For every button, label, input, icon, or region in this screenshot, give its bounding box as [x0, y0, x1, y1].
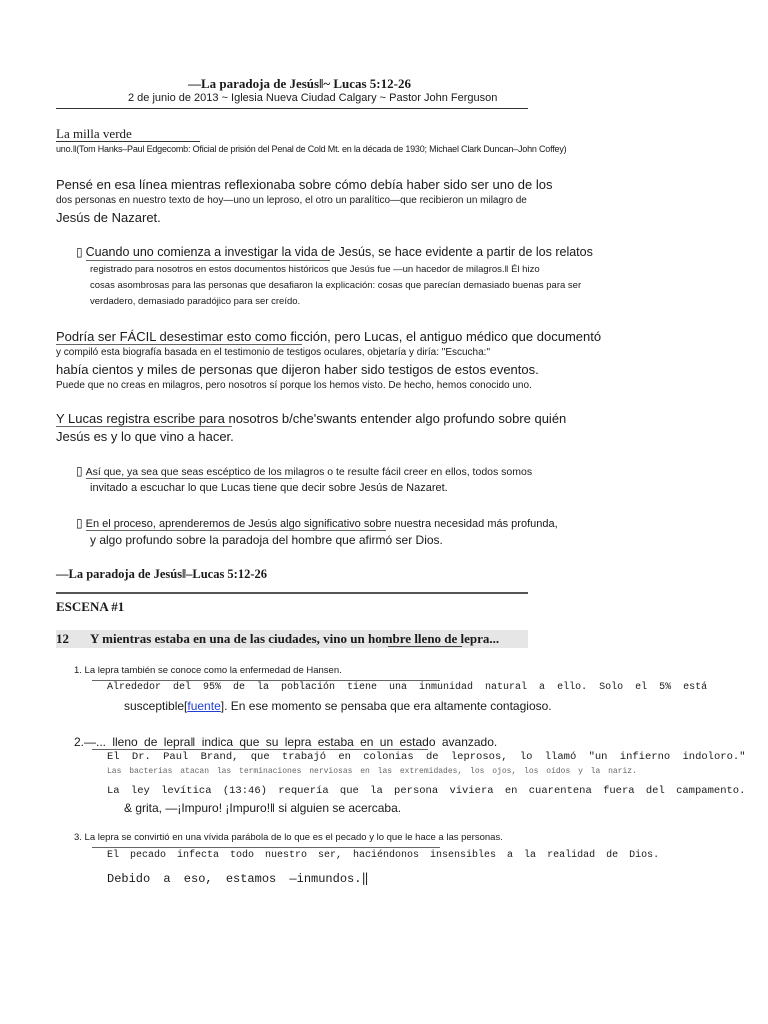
intro-heading: La milla verde [56, 126, 132, 141]
paragraph-3-underline [56, 426, 232, 427]
note-3-line-2: El pecado infecta todo nuestro ser, haciéndonos insensibles a la realidad de Dios. [107, 850, 660, 861]
bullet-2-line-1: ▯ Así que, ya sea que seas escéptico de los milagros o te resulte fácil creer en ellos, todos somos [76, 464, 533, 478]
bullet-box-icon: ▯ [76, 516, 83, 530]
paragraph-3-line-1: Y Lucas registra escribe para nosotros b/che'swants entender algo profundo sobre quién [56, 411, 567, 426]
page-title: ―La paradoja de Jesús‖~ Lucas 5:12-26 [188, 76, 411, 91]
bullet-1-line-4: verdadero, demasiado paradójico para ser creído. [90, 296, 301, 307]
note-3-underline [92, 847, 440, 848]
paragraph-2-line-1: Podría ser FÁCIL desestimar esto como ficción, pero Lucas, el antiguo médico que documentó [56, 329, 602, 344]
paragraph-2-line-4: Puede que no creas en milagros, pero nosotros sí porque los hemos visto. De hecho, hemos conocido uno. [56, 380, 532, 391]
source-link[interactable]: fuente [187, 699, 221, 713]
paragraph-1-line-1: Pensé en esa línea mientras reflexionaba sobre cómo debía haber sido ser uno de los [56, 177, 553, 192]
paragraph-1-line-3: Jesús de Nazaret. [56, 210, 161, 225]
note-2-line-4: La ley levítica (13:46) requería que la persona viviera en cuarentena fuera del campamento. [107, 785, 746, 797]
note-3-line-3: Debido a eso, estamos ―inmundos.‖ [107, 872, 369, 886]
section-title: ―La paradoja de Jesús‖–Lucas 5:12-26 [56, 567, 268, 581]
note-1-line-3: susceptible[fuente]. En ese momento se pensaba que era altamente contagioso. [124, 699, 552, 713]
bullet-3-line-2: y algo profundo sobre la paradoja del hombre que afirmó ser Dios. [90, 533, 443, 547]
paragraph-3-line-2: Jesús es y lo que vino a hacer. [56, 429, 234, 444]
bullet-1-line-1: ▯ Cuando uno comienza a investigar la vida de Jesús, se hace evidente a partir de los relatos [76, 245, 593, 259]
scene-heading: ESCENA #1 [56, 599, 125, 614]
note-2-line-1: 2.―... lleno de lepra‖ indica que su lepra estaba en un estado avanzado. [74, 735, 498, 749]
section-divider [56, 592, 528, 594]
note-1-line-1: 1. La lepra también se conoce como la enfermedad de Hansen. [74, 665, 342, 676]
bullet-box-icon: ▯ [76, 464, 83, 478]
verse-underline [388, 646, 462, 647]
bullet-2-underline [86, 478, 292, 479]
verse-number: 12 [56, 631, 69, 646]
note-1-line-2: Alrededor del 95% de la población tiene una inmunidad natural a ello. Solo el 5% está [107, 682, 708, 693]
bullet-3-line-1: ▯ En el proceso, aprenderemos de Jesús algo significativo sobre nuestra necesidad más profunda, [76, 516, 558, 530]
heading-underline [56, 141, 200, 142]
note-2-line-2: El Dr. Paul Brand, que trabajó en colonias de leprosos, lo llamó "un infierno indoloro." [107, 751, 746, 763]
bullet-box-icon: ▯ [76, 245, 83, 259]
note-2-line-3: Las bacterias atacan las terminaciones nerviosas en las extremidades, los ojos, los oídos y la nariz. [107, 767, 637, 776]
paragraph-2-line-3: había cientos y miles de personas que dijeron haber sido testigos de estos eventos. [56, 362, 539, 377]
verse-text: Y mientras estaba en una de las ciudades, vino un hombre lleno de lepra... [90, 631, 500, 646]
note-1-underline [92, 680, 440, 681]
note-2-line-5: & grita, ―¡Impuro! ¡Impuro!‖ si alguien se acercaba. [124, 801, 402, 815]
paragraph-2-line-2: y compiló esta biografía basada en el testimonio de testigos oculares, objetaría y diría: "Escucha:" [56, 347, 491, 358]
bullet-3-underline [86, 530, 386, 531]
paragraph-1-line-2: dos personas en nuestro texto de hoy—uno un leproso, el otro un paralítico—que recibieron un milagro de [56, 195, 527, 206]
note-3-line-1: 3. La lepra se convirtió en una vívida parábola de lo que es el pecado y lo que le hace a las personas. [74, 832, 503, 843]
bullet-1-underline [86, 260, 330, 261]
bullet-1-line-2: registrado para nosotros en estos documentos históricos que Jesús fue ―un hacedor de milagros.‖ Él hizo [90, 264, 540, 275]
header-divider [56, 108, 528, 109]
page-subtitle: 2 de junio de 2013 ~ Iglesia Nueva Ciudad Calgary ~ Pastor John Ferguson [128, 92, 498, 104]
paragraph-2-underline [56, 344, 302, 345]
cast-line: uno.‖(Tom Hanks–Paul Edgecomb: Oficial de prisión del Penal de Cold Mt. en la década de 1930; Michael Clark Duncan–John Coffey) [56, 144, 567, 154]
bullet-2-line-2: invitado a escuchar lo que Lucas tiene que decir sobre Jesús de Nazaret. [90, 482, 448, 494]
note-2-underline [92, 749, 428, 750]
bullet-1-line-3: cosas asombrosas para las personas que desafiaron la explicación: cosas que parecían demasiado buenas para ser [90, 280, 582, 291]
